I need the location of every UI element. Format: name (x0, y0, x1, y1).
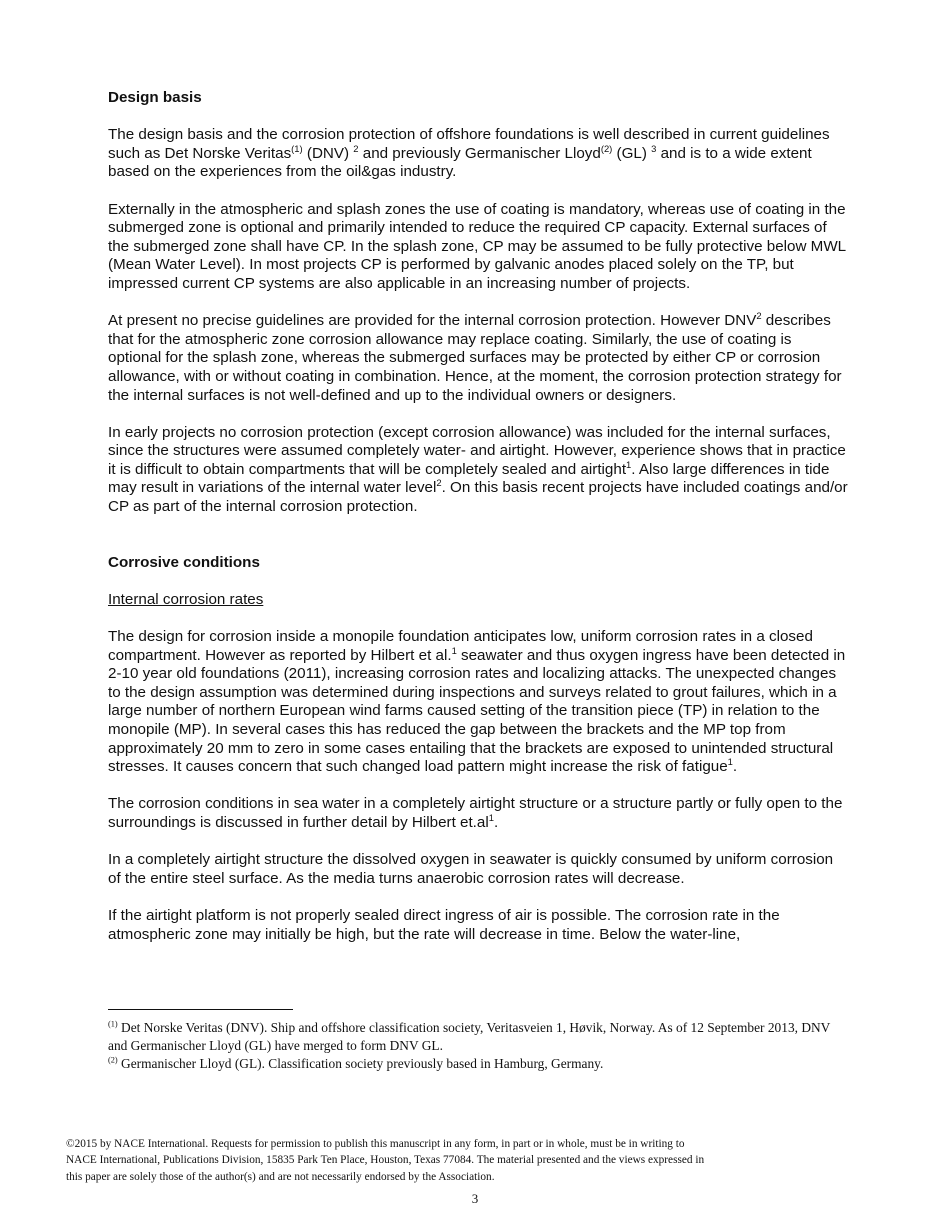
page-number: 3 (471, 1191, 479, 1206)
citation-ref: 1 (488, 811, 494, 823)
citation-ref: 1 (727, 756, 733, 768)
paragraph: In early projects no corrosion protection (except corrosion allowance) was included for the internal surfaces, since the structures were assumed completely water- and airtight. However, experience shows that in practice it is difficult to obtain compartments that will be completely sealed and airtight$^1$. Also large differences in tide may result in variations of the internal water level$^2$. On this basis recent projects have included coatings and/or CP as part of the internal corrosion protection. (108, 423, 848, 516)
copyright-notice: ©2015 by NACE International. Requests for permission to publish this manuscript in any form, in part or in whole, must be in writing to NACE International, Publications Division, 15835 Park Ten Place, Houston, Texas 77084. The material presented and the views expressed in this paper are solely those of the author(s) and are not necessarily endorsed by the Association. (66, 1138, 705, 1183)
main-text (108, 89, 848, 944)
section-heading-corrosive-conditions: Corrosive conditions (108, 553, 260, 571)
citation-ref: 2 (756, 310, 762, 322)
footnote-divider (108, 1009, 293, 1010)
paragraph: If the airtight platform is not properly sealed direct ingress of air is possible. The corrosion rate in the atmospheric zone may initially be high, but the rate will decrease in time. Below the water-line, (108, 906, 780, 943)
paragraph: At present no precise guidelines are provided for the internal corrosion protection. However DNV$^2$ describes that for the atmospheric zone corrosion allowance may replace coating. Similarly, the use of coating is optional for the splash zone, whereas the submerged surfaces may be protected by either CP or corrosion allowance, with or without coating in combination. Hence, at the moment, the corrosion protection strategy for the internal surfaces is not well-defined and up to the individual owners or designers. (108, 310, 842, 404)
footnote-marker: (1) (108, 1019, 118, 1029)
footnote: $^{(2)}$ Germanischer Lloyd (GL). Classification society previously based in Hamburg, Germany. (108, 1055, 604, 1071)
paragraph: The corrosion conditions in sea water in a completely airtight structure or a structure partly or fully open to the surroundings is discussed in further detail by Hilbert $et.al^1$. (108, 795, 843, 831)
footnote-ref: (1) (291, 142, 303, 154)
section-heading-design-basis: Design basis (108, 89, 202, 106)
footnote-ref: (2) (600, 142, 613, 154)
subsection-heading: Internal corrosion rates (108, 590, 264, 608)
citation-ref: 1 (451, 644, 457, 656)
footnotes (108, 1009, 848, 1073)
citation-ref: 2 (436, 477, 442, 489)
paragraph: The design basis and the corrosion protection of offshore foundations is well described in current guidelines such as Det Norske Veritas$^{(1)}$ (DNV) $^2$ and previously Germanischer Lloyd$^{(2)}$ (GL) $^3$ and is to a wide extent based on the experiences from the oil&gas industry. (108, 126, 830, 181)
citation-ref: 2 (353, 142, 359, 154)
citation-ref: 1 (626, 458, 632, 470)
footnote: $^{(1)}$ Det Norske Veritas (DNV). Ship and offshore classification society, Veritasveien 1, Høvik, Norway. As of 12 September 2013, DNV and Germanischer Lloyd (GL) have merged to form DNV GL. (108, 1019, 831, 1053)
paragraph: In a completely airtight structure the dissolved oxygen in seawater is quickly consumed by uniform corrosion of the entire steel surface. As the media turns anaerobic corrosion rates will decrease. (108, 851, 834, 887)
paragraph: The design for corrosion inside a monopile foundation anticipates low, uniform corrosion rates in a closed compartment. However as reported by Hilbert et al.$^1$ seawater and thus oxygen ingress have been detected in 2-10 year old foundations (2011), increasing corrosion rates and localizing attacks. The unexpected changes to the design assumption was determined during inspections and surveys related to grout failures, which in a large number of northern European wind farms caused setting of the transition piece (TP) in relation to the monopile (MP). In several cases this has reduced the gap between the brackets and the MP top from approximately 20 mm to zero in some cases entailing that the brackets are exposed to unintended structural stresses. It causes concern that such changed load pattern might increase the risk of fatigue$^1$. (108, 628, 846, 776)
footnote-marker: (2) (108, 1055, 118, 1065)
paragraph: Externally in the atmospheric and splash zones the use of coating is mandatory, whereas use of coating in the submerged zone is optional and primarily intended to reduce the required CP capacity. External surfaces of the submerged zone shall have CP. In the splash zone, CP may be assumed to be fully protective below MWL (Mean Water Level). In most projects CP is performed by galvanic anodes placed solely on the TP, but impressed current CP systems are also applicable in an increasing number of projects. (108, 200, 846, 292)
citation-ref: 3 (651, 142, 657, 154)
